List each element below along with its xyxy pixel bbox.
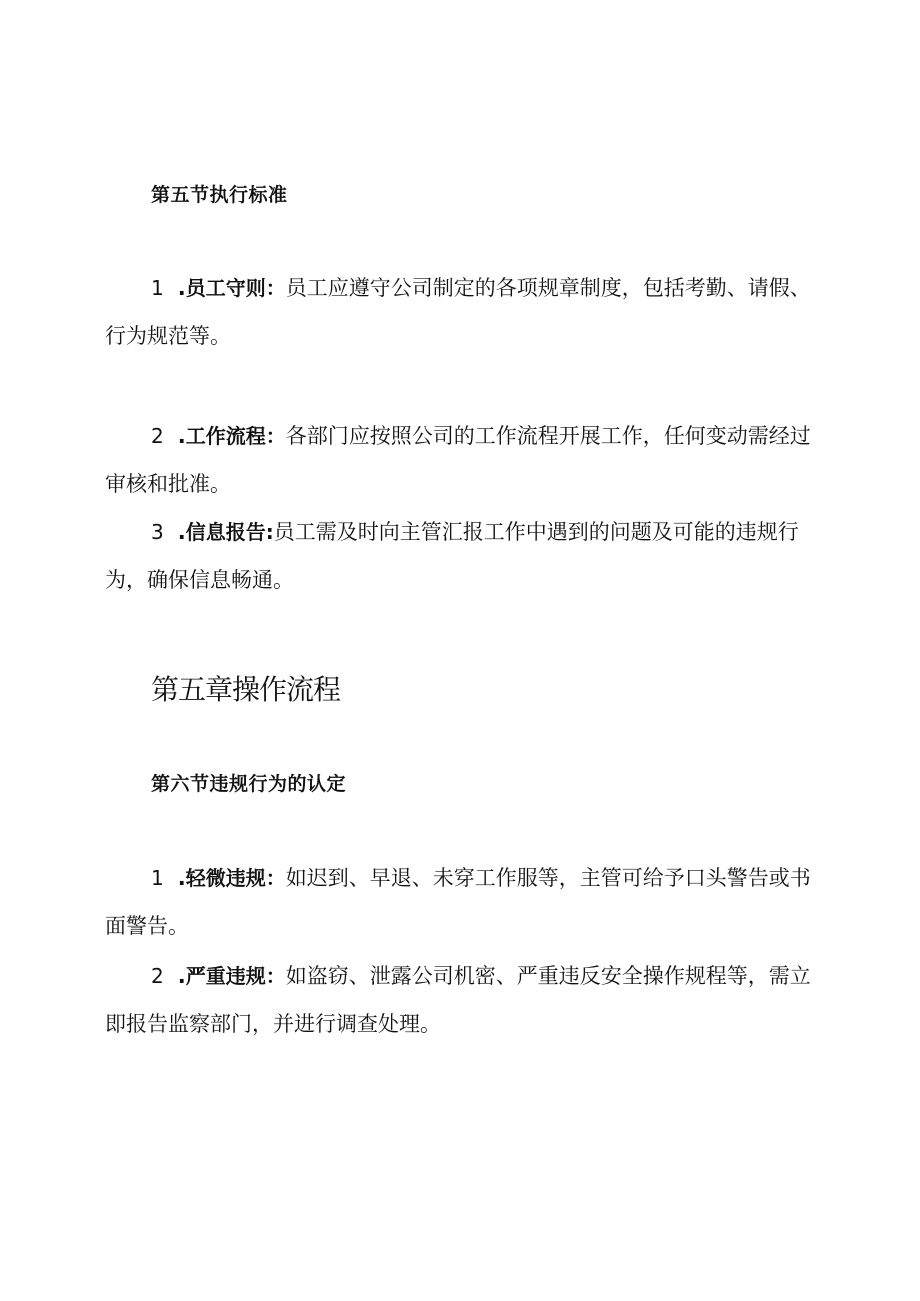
item-dot: . [170, 276, 186, 300]
item-number: 3 [151, 520, 164, 544]
item-term: 工作流程： [185, 424, 286, 448]
item-term: 员工守则： [185, 276, 286, 300]
item-number: 1 [151, 866, 164, 890]
item-term: 严重违规： [185, 964, 286, 988]
item-text: 员工应遵守公司制定的各项规章制度，包括考勤、请假、行为规范等。 [105, 276, 811, 348]
section-5-item-2 [105, 412, 825, 508]
section-5-item-1 [105, 264, 825, 360]
item-dot: . [170, 424, 186, 448]
item-dot: . [170, 520, 186, 544]
item-text: 如迟到、早退、未穿工作服等，主管可给予口头警告或书面警告。 [105, 866, 811, 938]
item-dot: . [170, 964, 186, 988]
section-6-item-2 [105, 952, 825, 1048]
section-6-heading: 第六节违规行为的认定 [151, 773, 347, 795]
item-number: 2 [151, 964, 164, 988]
section-6-item-1 [105, 854, 825, 950]
item-text: 各部门应按照公司的工作流程开展工作，任何变动需经过审核和批准。 [105, 424, 811, 496]
item-number: 1 [151, 276, 164, 300]
section-5-heading: 第五节执行标准 [151, 184, 288, 206]
item-dot: . [170, 866, 186, 890]
item-number: 2 [151, 424, 164, 448]
item-text: 员工需及时向主管汇报工作中遇到的问题及可能的违规行为，确保信息畅通。 [105, 520, 799, 592]
item-term: 轻微违规： [185, 866, 286, 890]
chapter-5-heading: 第五章操作流程 [151, 673, 341, 706]
item-text: 如盗窃、泄露公司机密、严重违反安全操作规程等，需立即报告监察部门，并进行调查处理。 [105, 964, 811, 1036]
item-term: 信息报告: [185, 520, 274, 544]
section-5-item-3 [105, 508, 825, 604]
